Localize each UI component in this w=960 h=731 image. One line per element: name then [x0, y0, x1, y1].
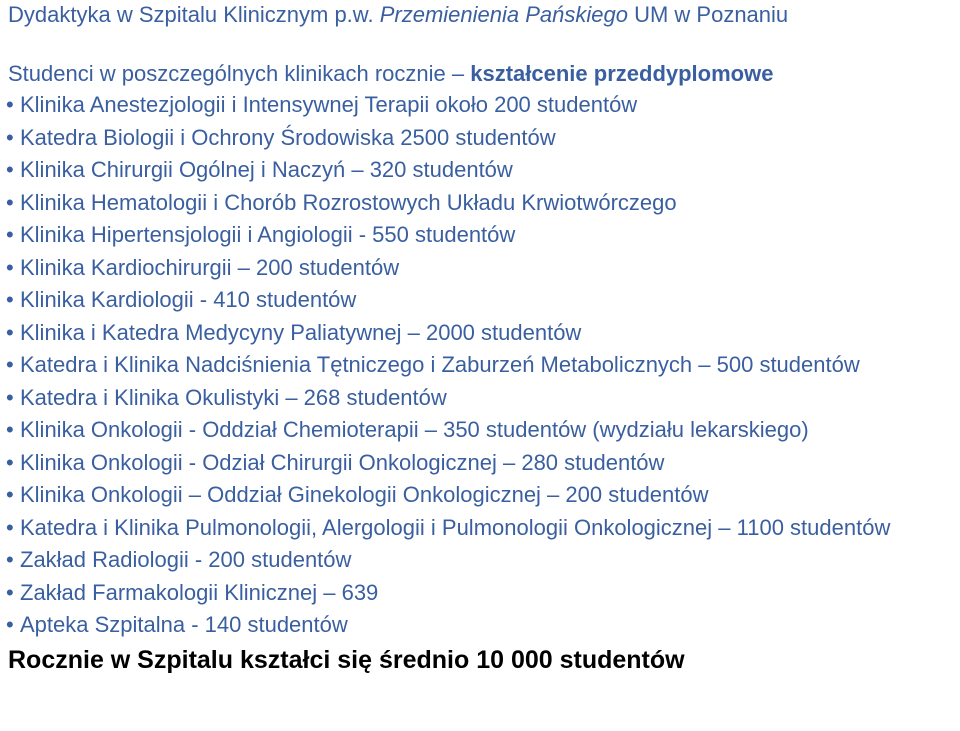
list-item: • Klinika Chirurgii Ogólnej i Naczyń – 320 studentów: [8, 154, 960, 187]
title-prefix: Dydaktyka w Szpitalu Klinicznym p.w.: [8, 2, 380, 27]
intro-bold-text: kształcenie przeddyplomowe: [470, 61, 774, 86]
list-item: • Klinika Onkologii - Odział Chirurgii Onkologicznej – 280 studentów: [8, 447, 960, 480]
summary-text: Rocznie w Szpitalu kształci się średnio 10 000 studentów: [8, 645, 685, 674]
list-item: • Klinika Kardiochirurgii – 200 studentów: [8, 252, 960, 285]
list-item: • Zakład Farmakologii Klinicznej – 639: [8, 577, 960, 610]
list-item: • Katedra i Klinika Nadciśnienia Tętniczego i Zaburzeń Metabolicznych – 500 studentów: [8, 349, 960, 382]
list-item: • Katedra Biologii i Ochrony Środowiska 2500 studentów: [8, 122, 960, 155]
list-item: • Katedra i Klinika Okulistyki – 268 studentów: [8, 382, 960, 415]
page-title: [8, 0, 960, 29]
list-item: • Klinika Hematologii i Chorób Rozrostowych Układu Krwiotwórczego: [8, 187, 960, 220]
list-item: • Klinika Hipertensjologii i Angiologii - 550 studentów: [8, 219, 960, 252]
clinic-list: [8, 89, 960, 642]
list-item: • Klinika Onkologii - Oddział Chemioterapii – 350 studentów (wydziału lekarskiego): [8, 414, 960, 447]
list-item: • Klinika Onkologii – Oddział Ginekologii Onkologicznej – 200 studentów: [8, 479, 960, 512]
title-italic: Przemienienia Pańskiego: [379, 2, 628, 27]
list-item: • Klinika i Katedra Medycyny Paliatywnej – 2000 studentów: [8, 317, 960, 350]
list-item: • Klinika Kardiologii - 410 studentów: [8, 284, 960, 317]
list-item: • Klinika Anestezjologii i Intensywnej Terapii około 200 studentów: [8, 89, 960, 122]
list-item: • Zakład Radiologii - 200 studentów: [8, 544, 960, 577]
title-suffix: UM w Poznaniu: [627, 2, 789, 27]
list-item: • Apteka Szpitalna - 140 studentów: [8, 609, 960, 642]
intro-text: Studenci w poszczególnych klinikach rocznie –: [8, 61, 471, 86]
intro-line: [8, 60, 960, 87]
list-item: • Katedra i Klinika Pulmonologii, Alergologii i Pulmonologii Onkologicznej – 1100 studentów: [8, 512, 960, 545]
